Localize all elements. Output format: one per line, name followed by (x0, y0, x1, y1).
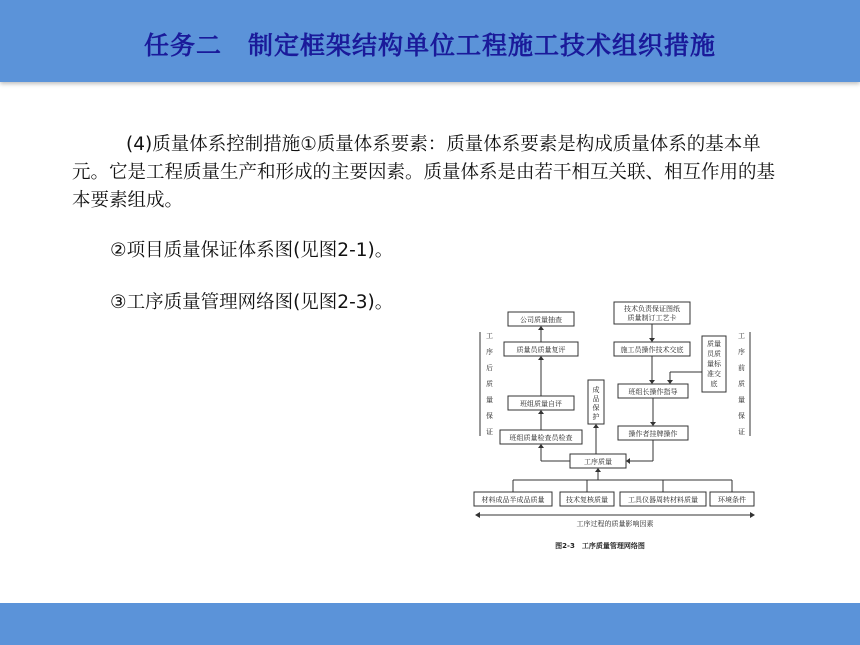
label-company-check: 公司质量抽查 (520, 316, 562, 324)
left-label-char: 质 (486, 380, 493, 388)
label-tech-review: 技术复核质量 (566, 496, 608, 504)
right-label-char: 质 (738, 380, 745, 388)
label-pp-char: 成 (592, 386, 600, 394)
label-pp-char: 保 (592, 404, 600, 412)
left-label-char: 工 (486, 332, 493, 340)
left-label-char: 证 (486, 428, 493, 436)
label-team-leader-guide: 班组长操作指导 (628, 388, 678, 396)
left-label-char: 序 (486, 348, 493, 356)
label-worker-briefing: 施工员操作技术交底 (620, 346, 684, 354)
process-quality-network-figure (470, 296, 760, 556)
label-tech-lead-line1: 技术负责保证图纸 (624, 305, 680, 313)
label-qs-char: 底 (710, 380, 718, 388)
label-tech-lead-line2: 质量制订工艺卡 (627, 314, 677, 322)
label-materials: 材料成品半成品质量 (481, 496, 545, 504)
left-side-label (480, 332, 493, 436)
page-title: 任务二 制定框架结构单位工程施工技术组织措施 (143, 31, 716, 60)
label-bottom-factors: 工序过程的质量影响因素 (576, 520, 654, 528)
label-qs-char: 量标 (707, 360, 721, 368)
right-side-label (738, 332, 750, 436)
right-label-char: 量 (738, 396, 745, 404)
label-inspector-review: 质量员质量复评 (516, 346, 566, 354)
right-label-char: 前 (738, 364, 745, 372)
label-qs-char: 准交 (707, 370, 721, 378)
label-environment: 环境条件 (718, 496, 746, 504)
right-label-char: 证 (738, 428, 745, 436)
label-tools: 工具仪器周转材料质量 (628, 496, 698, 504)
paragraph-process-diagram: ③工序质量管理网络图(见图2-3)。 (110, 292, 394, 313)
label-team-inspector-check: 班组质量检查员检查 (509, 434, 573, 442)
label-pp-char: 品 (592, 395, 600, 403)
left-label-char: 量 (486, 396, 493, 404)
label-pp-char: 护 (592, 413, 600, 421)
right-label-char: 工 (738, 332, 745, 340)
label-qs-char: 员质 (707, 350, 721, 358)
right-label-char: 序 (738, 348, 745, 356)
left-label-char: 保 (486, 412, 493, 420)
figure-caption: 图2-3 工序质量管理网络图 (555, 542, 645, 550)
header-bar (0, 0, 860, 82)
label-process-quality: 工序质量 (584, 458, 612, 466)
label-team-self-eval: 班组质量自评 (520, 400, 562, 408)
right-label-char: 保 (738, 412, 745, 420)
footer-bar (0, 603, 860, 645)
paragraph-quality-system: (4)质量体系控制措施①质量体系要素：质量体系要素是构成质量体系的基本单元。它是工程质量生产和形成的主要因素。质量体系是由若干相互关联、相互作用的基本要素组成。 (72, 134, 776, 211)
left-label-char: 后 (486, 364, 493, 372)
label-qs-char: 质量 (707, 340, 721, 348)
label-operator-post: 操作者挂牌操作 (628, 430, 678, 438)
paragraph-project-diagram: ②项目质量保证体系图(见图2-1)。 (110, 240, 394, 261)
